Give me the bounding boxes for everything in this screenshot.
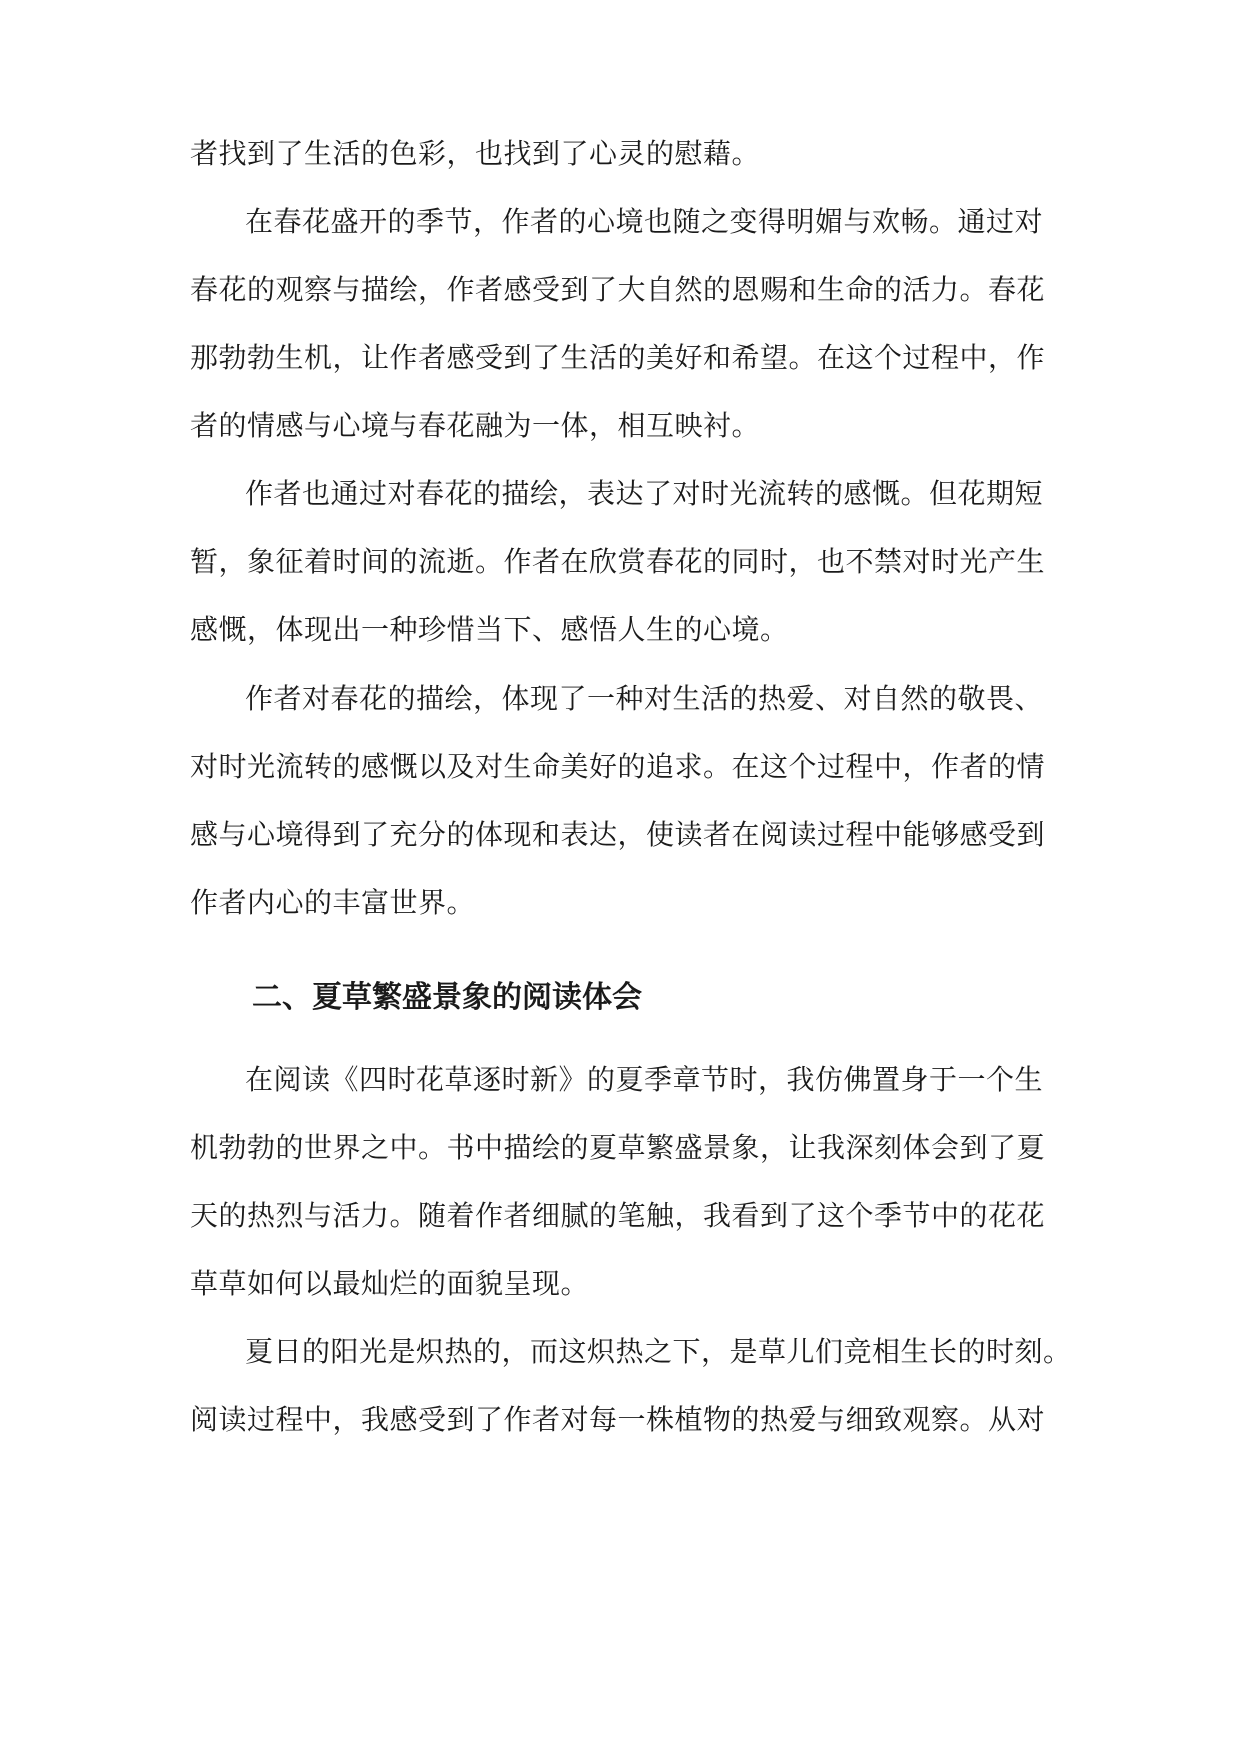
paragraph-line: 感与心境得到了充分的体现和表达，使读者在阅读过程中能够感受到 <box>190 818 1046 851</box>
paragraph-line: 天的热烈与活力。随着作者细腻的笔触，我看到了这个季节中的花花 <box>190 1199 1046 1232</box>
paragraph-line: 春花的观察与描绘，作者感受到了大自然的恩赐和生命的活力。春花 <box>190 273 1046 306</box>
paragraph-line: 作者对春花的描绘，体现了一种对生活的热爱、对自然的敬畏、 <box>245 682 1044 715</box>
paragraph-line: 在阅读《四时花草逐时新》的夏季章节时，我仿佛置身于一个生 <box>245 1063 1044 1096</box>
paragraph-line: 暂，象征着时间的流逝。作者在欣赏春花的同时，也不禁对时光产生 <box>190 545 1046 578</box>
section-heading: 二、夏草繁盛景象的阅读体会 <box>252 980 642 1015</box>
paragraph-line: 作者内心的丰富世界。 <box>190 886 476 919</box>
paragraph-line: 者的情感与心境与春花融为一体，相互映衬。 <box>190 409 761 442</box>
paragraph-line: 对时光流转的感慨以及对生命美好的追求。在这个过程中，作者的情 <box>190 750 1046 783</box>
paragraph-line: 作者也通过对春花的描绘，表达了对时光流转的感慨。但花期短 <box>245 477 1044 510</box>
paragraph-line: 草草如何以最灿烂的面貌呈现。 <box>190 1267 590 1300</box>
paragraph-line: 者找到了生活的色彩，也找到了心灵的慰藉。 <box>190 137 761 170</box>
paragraph-line: 机勃勃的世界之中。书中描绘的夏草繁盛景象，让我深刻体会到了夏 <box>190 1131 1046 1164</box>
paragraph-line: 那勃勃生机，让作者感受到了生活的美好和希望。在这个过程中，作 <box>190 341 1046 374</box>
paragraph-line: 夏日的阳光是炽热的，而这炽热之下，是草儿们竞相生长的时刻。 <box>245 1335 1072 1368</box>
paragraph-line: 感慨，体现出一种珍惜当下、感悟人生的心境。 <box>190 613 789 646</box>
paragraph-line: 在春花盛开的季节，作者的心境也随之变得明媚与欢畅。通过对 <box>245 205 1044 238</box>
paragraph-line: 阅读过程中，我感受到了作者对每一株植物的热爱与细致观察。从对 <box>190 1403 1046 1436</box>
